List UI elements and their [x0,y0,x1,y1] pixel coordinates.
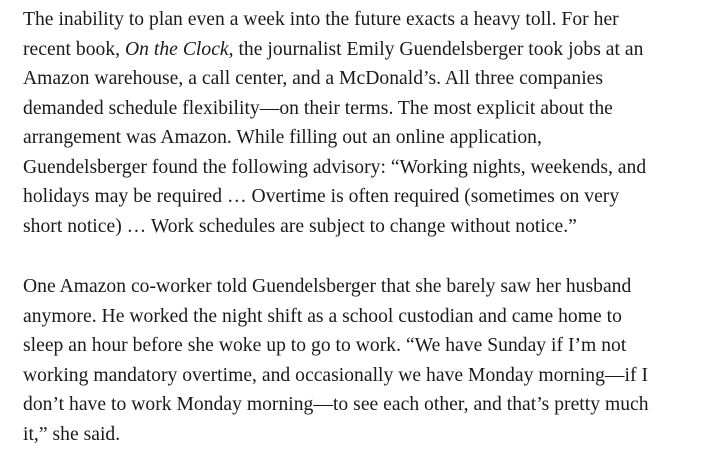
text-line: holidays may be required … Overtime is often required (sometimes on very [23,186,620,207]
paragraph-spacer [23,241,713,272]
text-line: One Amazon co-worker told Guendelsberger that she barely saw her husband [23,276,632,297]
text-line: Guendelsberger found the following advisory: “Working nights, weekends, and [23,156,647,178]
text-line: sleep an hour before she woke up to go to work. “We have Sunday if I’m not [23,335,627,356]
article-body [23,5,713,449]
text-line: arrangement was Amazon. While filling out an online application, [23,127,542,148]
text-line: demanded schedule flexibility—on their terms. The most explicit about the [23,97,613,119]
text-line: it,” she said. [23,423,121,445]
text-line: anymore. He worked the night shift as a school custodian and came home to [23,305,622,327]
paragraph-1 [23,5,713,241]
text-line: short notice) … Work schedules are subject to change without notice.” [23,215,577,237]
text-line: don’t have to work Monday morning—to see each other, and that’s pretty much [23,394,649,415]
book-title: On the Clock [125,38,229,60]
paragraph-2 [23,272,713,449]
text-line: recent book, On the Clock, the journalist Emily Guendelsberger took jobs at an [23,38,644,60]
text-line: The inability to plan even a week into the future exacts a heavy toll. For her [23,9,619,30]
text-line: Amazon warehouse, a call center, and a McDonald’s. All three companies [23,68,604,89]
text-line: working mandatory overtime, and occasionally we have Monday morning—if I [23,364,649,386]
